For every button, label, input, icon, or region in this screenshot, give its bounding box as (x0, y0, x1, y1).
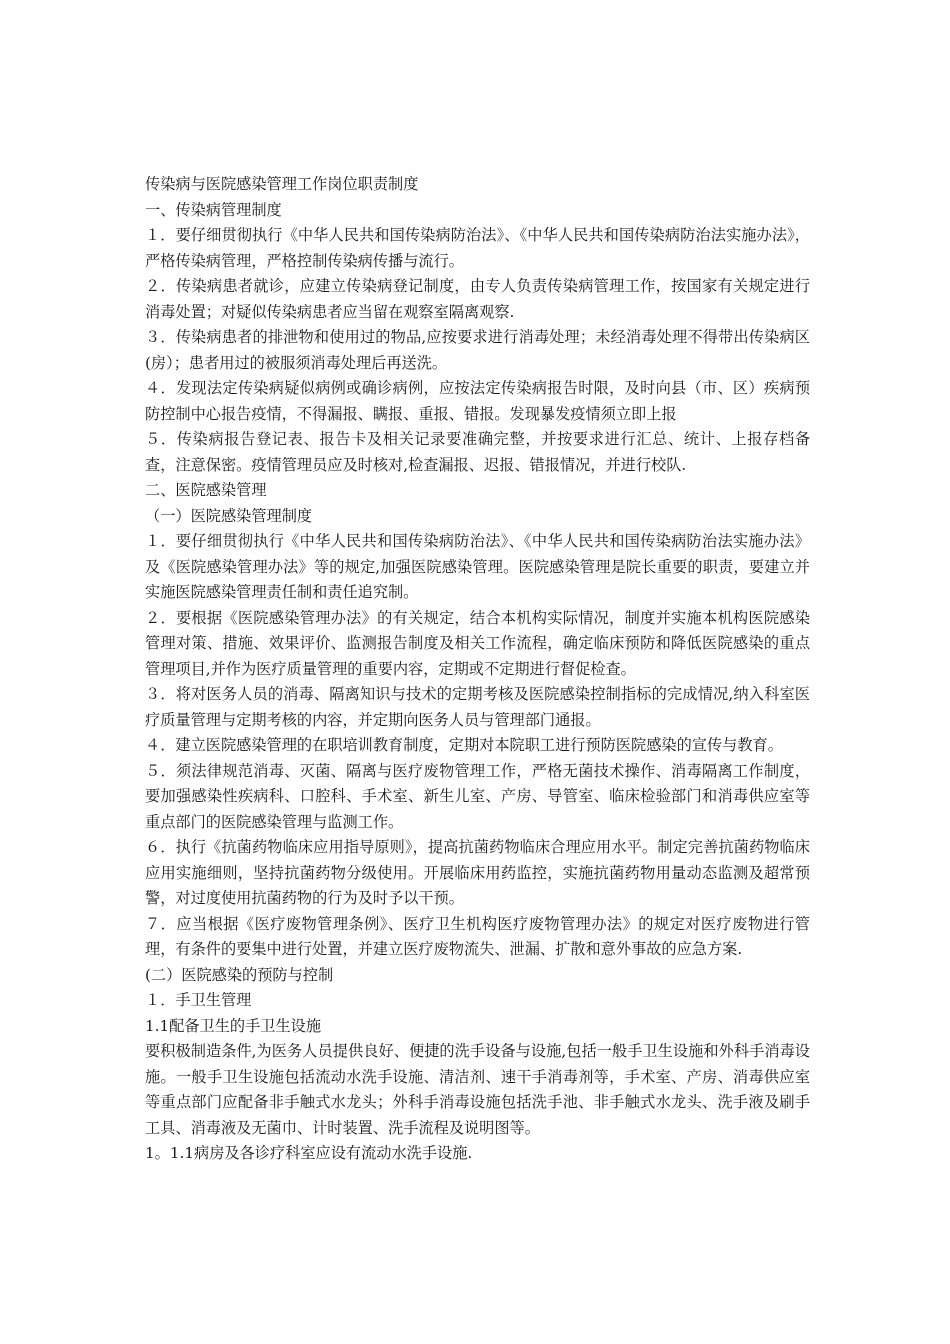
paragraph: ６．执行《抗菌药物临床应用指导原则》，提高抗菌药物临床合理应用水平。制定完善抗菌药物临床应用实施细则，坚持抗菌药物分级使用。开展临床用药监控，实施抗菌药物用量动态监测及超常预警，对过度使用抗菌药物的行为及时予以干预。 (145, 838, 810, 907)
item-heading: 1.1配备卫生的手卫生设施 (145, 1016, 322, 1035)
paragraph: ３．传染病患者的排泄物和使用过的物品,应按要求进行消毒处理；未经消毒处理不得带出传染病区(房）；患者用过的被服须消毒处理后再送洗。 (145, 328, 810, 372)
section-heading: 二、医院感染管理 (145, 481, 267, 499)
paragraph: ５．须法律规范消毒、灭菌、隔离与医疗废物管理工作，严格无菌技术操作、消毒隔离工作制度，要加强感染性疾病科、口腔科、手术室、新生儿室、产房、导管室、临床检验部门和消毒供应室等重点部门的医院感染管理与监测工作。 (145, 761, 810, 831)
document-body (145, 172, 810, 1167)
subsection-heading: （一）医院感染管理制度 (145, 506, 313, 525)
paragraph: ５．传染病报告登记表、报告卡及相关记录要准确完整，并按要求进行汇总、统计、上报存档备查，注意保密。疫情管理员应及时核对,检查漏报、迟报、错报情况，并进行校队. (145, 430, 810, 474)
document-title: 传染病与医院感染管理工作岗位职责制度 (145, 175, 419, 193)
subsection-heading: (二）医院感染的预防与控制 (145, 965, 334, 984)
section-heading: 一、传染病管理制度 (145, 200, 282, 219)
paragraph: ４．发现法定传染病疑似病例或确诊病例，应按法定传染病报告时限，及时向县（市、区）疾病预防控制中心报告疫情，不得漏报、瞒报、重报、错报。发现暴发疫情须立即上报 (145, 379, 810, 423)
paragraph: １．要仔细贯彻执行《中华人民共和国传染病防治法》、《中华人民共和国传染病防治法实施办法》，严格传染病管理，严格控制传染病传播与流行。 (145, 226, 810, 270)
paragraph: ７．应当根据《医疗废物管理条例》、医疗卫生机构医疗废物管理办法》的规定对医疗废物进行管理，有条件的要集中进行处置，并建立医疗废物流失、泄漏、扩散和意外事故的应急方案. (145, 914, 810, 958)
paragraph: ２．要根据《医院感染管理办法》的有关规定，结合本机构实际情况，制度并实施本机构医院感染管理对策、措施、效果评价、监测报告制度及相关工作流程，确定临床预防和降低医院感染的重点管理项目,并作为医疗质量管理的重要内容，定期或不定期进行督促检查。 (145, 608, 810, 678)
item-heading: １．手卫生管理 (145, 991, 252, 1009)
paragraph: ３．将对医务人员的消毒、隔离知识与技术的定期考核及医院感染控制指标的完成情况,纳入科室医疗质量管理与定期考核的内容，并定期向医务人员与管理部门通报。 (145, 685, 810, 729)
paragraph: 要积极制造条件,为医务人员提供良好、便捷的洗手设备与设施,包括一般手卫生设施和外科手消毒设施。一般手卫生设施包括流动水洗手设施、清洁剂、速干手消毒剂等，手术室、产房、消毒供应室等重点部门应配备非手触式水龙头；外科手消毒设施包括洗手池、非手触式水龙头、洗手液及刷手工具、消毒液及无菌巾、计时装置、洗手流程及说明图等。 (145, 1042, 810, 1137)
paragraph: ４．建立医院感染管理的在职培训教育制度，定期对本院职工进行预防医院感染的宣传与教育。 (145, 736, 783, 754)
paragraph: ２．传染病患者就诊，应建立传染病登记制度，由专人负责传染病管理工作，按国家有关规定进行消毒处置；对疑似传染病患者应当留在观察室隔离观察. (145, 277, 810, 321)
paragraph: 1。1.1病房及各诊疗科室应设有流动水洗手设施. (145, 1144, 473, 1162)
paragraph: １．要仔细贯彻执行《中华人民共和国传染病防治法》、《中华人民共和国传染病防治法实施办法》及《医院感染管理办法》等的规定,加强医院感染管理。医院感染管理是院长重要的职责，要建立并实施医院感染管理责任制和责任追究制。 (145, 532, 810, 601)
